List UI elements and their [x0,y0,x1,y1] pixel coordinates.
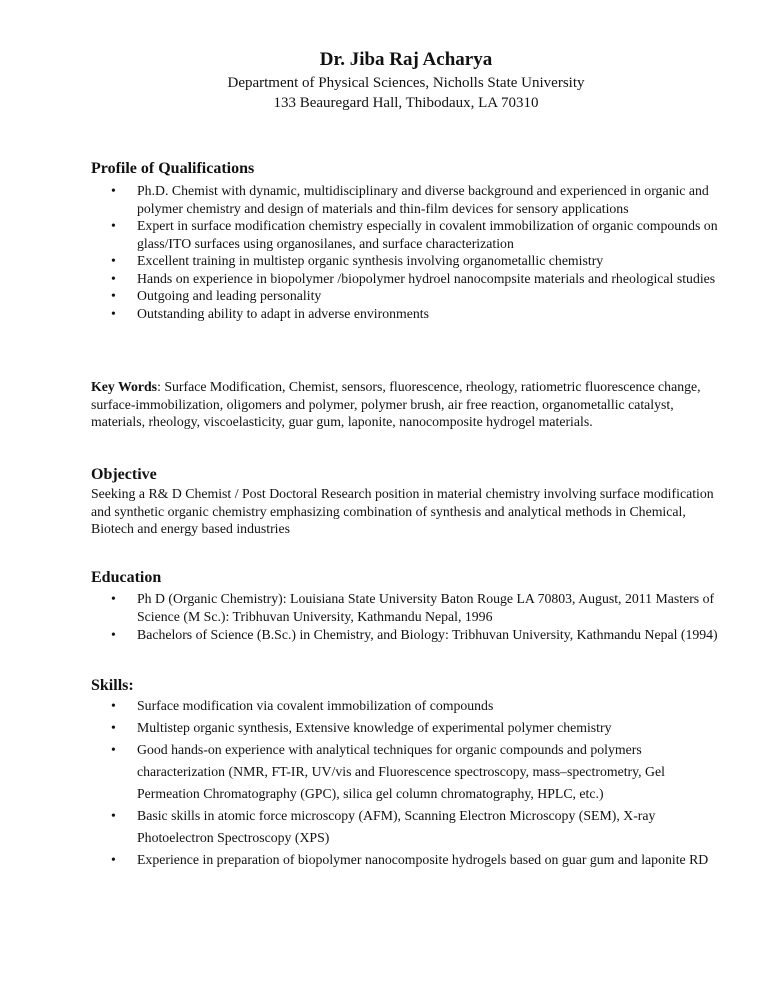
bullet-icon: • [111,852,116,867]
bullet-icon: • [111,253,116,268]
bullet-icon: • [111,808,116,823]
list-item: • Outgoing and leading personality [111,288,322,303]
keywords-text: : Surface Modification, Chemist, sensors, fluorescence, rheology, ratiometric fluorescence change, surface-immobilization, oligomers and polymer, polymer brush, air free reaction, organometallic catalyst, materials, rheology, viscoelasticity, guar gum, laponite, nanocomposite hydrogel materials. [91,379,701,429]
list-item: • Surface modification via covalent immobilization of compounds [91,695,731,717]
address-line: 133 Beauregard Hall, Thibodaux, LA 70310 [273,95,539,111]
bullet-icon: • [111,720,116,735]
list-item: • Hands on experience in biopolymer /biopolymer hydroel nanocompsite materials and rheological studies [111,270,716,286]
section-heading-skills: Skills: [91,677,134,694]
section-heading-objective: Objective [91,466,157,483]
bullet-icon: • [111,288,116,303]
list-item: • Bachelors of Science (B.Sc.) in Chemistry, and Biology: Tribhuvan University, Kathmandu Nepal (1994) [111,627,718,642]
education-list [91,590,731,644]
list-item: • Expert in surface modification chemistry especially in covalent immobilization of organic compounds on glass/ITO surfaces using organosilanes, and surface characterization [111,218,718,251]
list-item: • Outstanding ability to adapt in adverse environments [111,305,429,321]
list-item: • Ph D (Organic Chemistry): Louisiana State University Baton Rouge LA 70803, August, 2011 Masters of Science (M Sc.): Tribhuvan University, Kathmandu Nepal, 1996 [111,591,715,624]
keywords-label: Key Words [91,379,158,394]
candidate-name: Dr. Jiba Raj Acharya [319,49,493,70]
bullet-icon: • [111,218,116,233]
list-item: • Multistep organic synthesis, Extensive knowledge of experimental polymer chemistry [91,717,731,739]
list-item: • Basic skills in atomic force microscopy (AFM), Scanning Electron Microscopy (SEM), X-ray Photoelectron Spectroscopy (XPS) [91,805,731,849]
bullet-icon: • [111,627,116,642]
bullet-icon: • [111,270,116,286]
section-heading-profile: Profile of Qualifications [91,160,255,177]
bullet-icon: • [111,305,116,321]
bullet-icon: • [111,698,116,713]
department-line: Department of Physical Sciences, Nicholls State University [227,75,585,91]
bullet-icon: • [111,591,116,606]
list-item: • Good hands-on experience with analytical techniques for organic compounds and polymers characterization (NMR, FT-IR, UV/vis and Fluorescence spectroscopy, mass–spectrometry, Gel Permeation Chromatography (GPC), silica gel column chromatography, HPLC, etc.) [91,739,731,805]
profile-list [91,182,731,322]
list-item: • Experience in preparation of biopolymer nanocomposite hydrogels based on guar gum and laponite RD [91,849,731,871]
list-item: • Ph.D. Chemist with dynamic, multidisciplinary and diverse background and experienced in organic and polymer chemistry and design of materials and thin-film devices for sensory applications [111,183,709,216]
objective-text: Seeking a R& D Chemist / Post Doctoral Research position in material chemistry involving surface modification and synthetic organic chemistry emphasizing combination of synthesis and analytical methods in Chemical, Biotech and energy based industries [91,486,714,536]
keywords-paragraph [91,378,731,431]
section-heading-education: Education [91,569,162,586]
bullet-icon: • [111,742,116,757]
bullet-icon: • [111,183,116,198]
list-item: • Excellent training in multistep organic synthesis involving organometallic chemistry [111,253,604,268]
skills-list [91,695,731,871]
